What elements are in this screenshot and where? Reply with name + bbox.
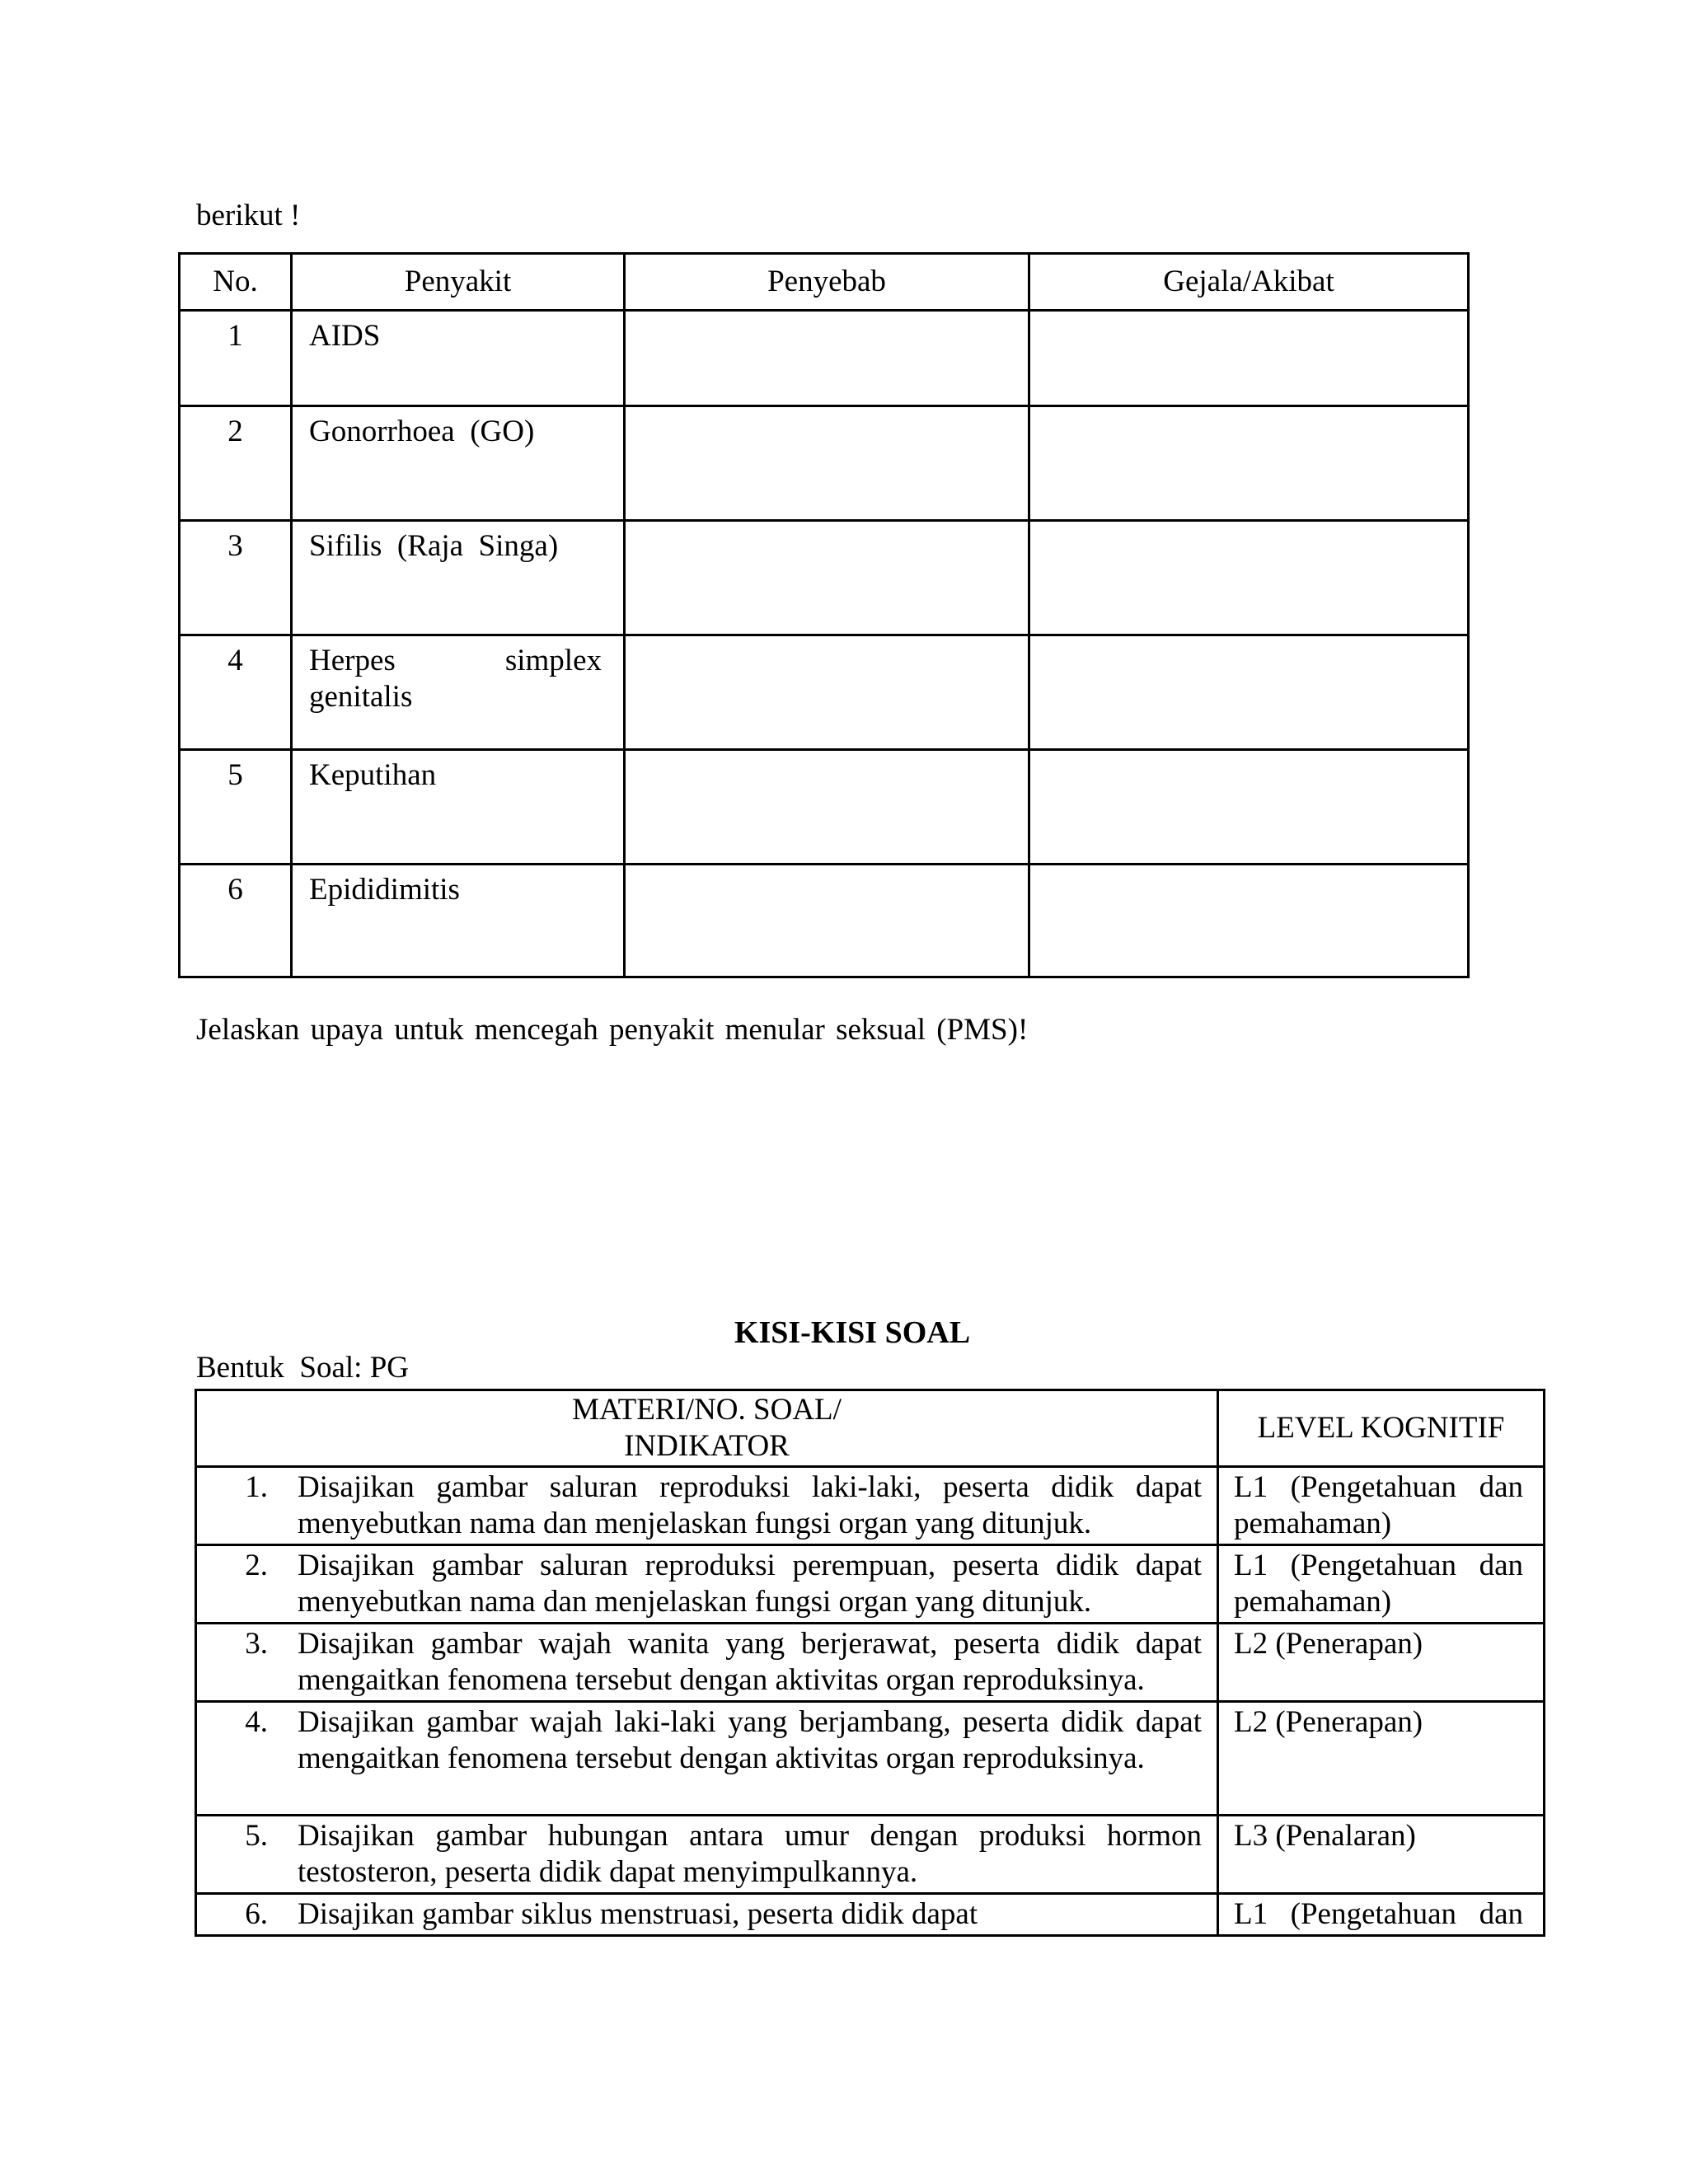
cell-level bbox=[1218, 1467, 1545, 1545]
table-row bbox=[180, 521, 1469, 635]
cell-penyakit bbox=[292, 635, 625, 750]
indikator-text: Disajikan gambar saluran reproduksi perempuan, peserta didik dapat menyebutkan nama dan menjelaskan fungsi organ yang ditunjuk. bbox=[298, 1549, 1202, 1619]
cell-no: 6 bbox=[180, 865, 292, 977]
table-row bbox=[180, 865, 1469, 977]
cell-indikator bbox=[196, 1624, 1218, 1702]
cell-penyakit-text: Herpes simplex genitalis bbox=[309, 644, 602, 714]
header-penyakit: Penyakit bbox=[292, 254, 625, 311]
table-row bbox=[196, 1702, 1545, 1816]
cell-penyakit: Gonorrhoea (GO) bbox=[292, 406, 625, 521]
header-penyebab: Penyebab bbox=[625, 254, 1029, 311]
cell-indikator bbox=[196, 1894, 1218, 1936]
header-materi bbox=[196, 1390, 1218, 1467]
cell-level bbox=[1218, 1702, 1545, 1816]
table-row bbox=[196, 1624, 1545, 1702]
cell-no: 4 bbox=[180, 635, 292, 750]
indikator-text: Disajikan gambar hubungan antara umur dengan produksi hormon testosteron, peserta didik dapat menyimpulkannya. bbox=[298, 1819, 1202, 1889]
cell-level bbox=[1218, 1894, 1545, 1936]
cell-gejala bbox=[1029, 635, 1469, 750]
cell-penyebab bbox=[625, 521, 1029, 635]
cell-indikator bbox=[196, 1816, 1218, 1894]
cell-level bbox=[1218, 1816, 1545, 1894]
header-level: LEVEL KOGNITIF bbox=[1218, 1390, 1545, 1467]
table-row bbox=[196, 1467, 1545, 1545]
header-materi-line2: INDIKATOR bbox=[624, 1429, 790, 1463]
question-text: Jelaskan upaya untuk mencegah penyakit menular seksual (PMS)! bbox=[196, 1013, 1029, 1047]
indikator-text: Disajikan gambar siklus menstruasi, peserta didik dapat bbox=[298, 1897, 978, 1931]
indikator-number: 5. bbox=[245, 1819, 268, 1853]
level-text: L1 (Pengetahuan dan pemahaman) bbox=[1234, 1470, 1523, 1540]
table-row bbox=[180, 750, 1469, 865]
cell-gejala bbox=[1029, 750, 1469, 865]
header-no: No. bbox=[180, 254, 292, 311]
table-row bbox=[180, 311, 1469, 406]
intro-text: berikut ! bbox=[196, 199, 301, 232]
cell-penyakit: AIDS bbox=[292, 311, 625, 406]
cell-penyakit: Keputihan bbox=[292, 750, 625, 865]
cell-penyebab bbox=[625, 311, 1029, 406]
table-row bbox=[180, 406, 1469, 521]
level-text: L3 (Penalaran) bbox=[1234, 1819, 1416, 1853]
cell-level bbox=[1218, 1624, 1545, 1702]
cell-no: 5 bbox=[180, 750, 292, 865]
indikator-text: Disajikan gambar saluran reproduksi laki-laki, peserta didik dapat menyebutkan nama dan menjelaskan fungsi organ yang ditunjuk. bbox=[298, 1470, 1202, 1540]
table-row bbox=[196, 1545, 1545, 1624]
cell-gejala bbox=[1029, 521, 1469, 635]
cell-gejala bbox=[1029, 406, 1469, 521]
header-materi-line1: MATERI/NO. SOAL/ bbox=[572, 1393, 842, 1427]
header-gejala: Gejala/Akibat bbox=[1029, 254, 1469, 311]
cell-gejala bbox=[1029, 311, 1469, 406]
cell-penyakit: Sifilis (Raja Singa) bbox=[292, 521, 625, 635]
indikator-text: Disajikan gambar wajah laki-laki yang berjambang, peserta didik dapat mengaitkan fenomena tersebut dengan aktivitas organ reproduksinya. bbox=[298, 1705, 1202, 1775]
level-text: L2 (Penerapan) bbox=[1234, 1705, 1423, 1739]
cell-level bbox=[1218, 1545, 1545, 1624]
cell-gejala bbox=[1029, 865, 1469, 977]
cell-penyebab bbox=[625, 406, 1029, 521]
cell-no: 1 bbox=[180, 311, 292, 406]
disease-table bbox=[178, 252, 1470, 978]
kisi-table bbox=[195, 1389, 1545, 1937]
table-row bbox=[180, 635, 1469, 750]
level-text: L2 (Penerapan) bbox=[1234, 1627, 1423, 1661]
indikator-number: 1. bbox=[245, 1470, 268, 1504]
level-text: L1 (Pengetahuan dan pemahaman) bbox=[1234, 1549, 1523, 1619]
kisi-title: KISI-KISI SOAL bbox=[734, 1315, 971, 1350]
disease-table-header bbox=[180, 254, 1469, 311]
cell-indikator bbox=[196, 1467, 1218, 1545]
indikator-number: 3. bbox=[245, 1627, 268, 1661]
table-row bbox=[196, 1894, 1545, 1936]
indikator-number: 2. bbox=[245, 1549, 268, 1582]
cell-penyebab bbox=[625, 865, 1029, 977]
indikator-number: 4. bbox=[245, 1705, 268, 1739]
cell-penyakit: Epididimitis bbox=[292, 865, 625, 977]
indikator-number: 6. bbox=[245, 1897, 268, 1931]
cell-indikator bbox=[196, 1702, 1218, 1816]
bentuk-soal: Bentuk Soal: PG bbox=[196, 1351, 409, 1385]
cell-penyebab bbox=[625, 635, 1029, 750]
table-row bbox=[196, 1816, 1545, 1894]
cell-no: 3 bbox=[180, 521, 292, 635]
cell-no: 2 bbox=[180, 406, 292, 521]
kisi-table-header bbox=[196, 1390, 1545, 1467]
indikator-text: Disajikan gambar wajah wanita yang berjerawat, peserta didik dapat mengaitkan fenomena tersebut dengan aktivitas organ reproduksinya. bbox=[298, 1627, 1202, 1697]
level-text: L1 (Pengetahuan dan bbox=[1234, 1897, 1523, 1931]
cell-indikator bbox=[196, 1545, 1218, 1624]
cell-penyebab bbox=[625, 750, 1029, 865]
